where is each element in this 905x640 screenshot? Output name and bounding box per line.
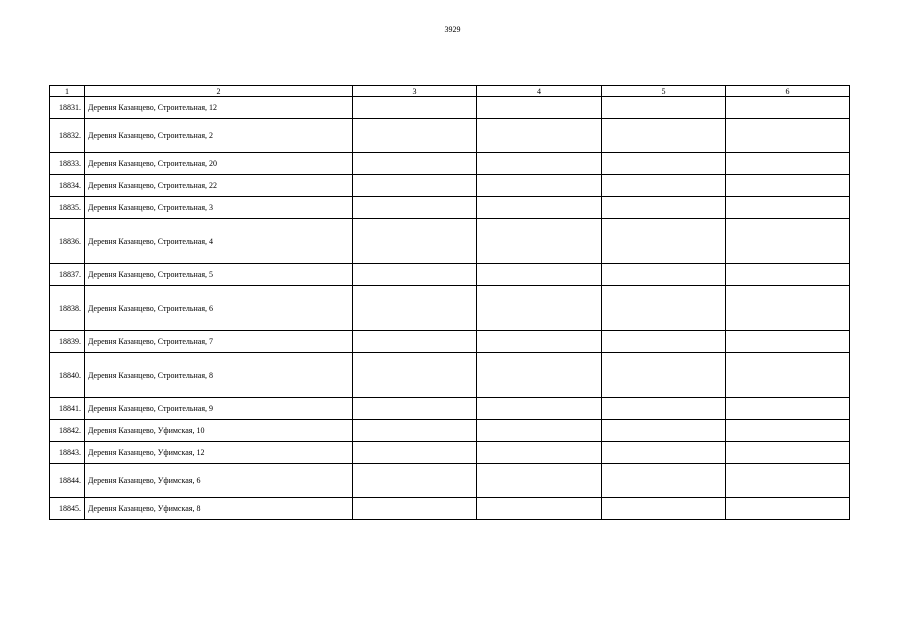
empty-cell: [477, 464, 602, 498]
empty-cell: [602, 175, 726, 197]
empty-cell: [726, 286, 850, 331]
table-row: [50, 97, 850, 119]
empty-cell: [602, 264, 726, 286]
empty-cell: [726, 119, 850, 153]
row-address: Деревня Казанцево, Строительная, 7: [85, 331, 353, 353]
row-number: 18833.: [50, 153, 85, 175]
row-address: Деревня Казанцево, Строительная, 12: [85, 97, 353, 119]
row-address: Деревня Казанцево, Уфимская, 8: [85, 498, 353, 520]
empty-cell: [477, 331, 602, 353]
row-number: 18836.: [50, 219, 85, 264]
empty-cell: [726, 97, 850, 119]
table-row: [50, 498, 850, 520]
table-row: [50, 442, 850, 464]
empty-cell: [602, 197, 726, 219]
empty-cell: [726, 442, 850, 464]
empty-cell: [602, 442, 726, 464]
empty-cell: [477, 175, 602, 197]
empty-cell: [477, 219, 602, 264]
empty-cell: [353, 153, 477, 175]
row-number: 18838.: [50, 286, 85, 331]
empty-cell: [353, 97, 477, 119]
empty-cell: [477, 498, 602, 520]
row-address: Деревня Казанцево, Строительная, 22: [85, 175, 353, 197]
column-header-6: 6: [726, 86, 850, 97]
empty-cell: [477, 153, 602, 175]
row-address: Деревня Казанцево, Строительная, 2: [85, 119, 353, 153]
row-number: 18845.: [50, 498, 85, 520]
row-number: 18831.: [50, 97, 85, 119]
table-row: [50, 197, 850, 219]
empty-cell: [353, 197, 477, 219]
empty-cell: [353, 398, 477, 420]
empty-cell: [477, 442, 602, 464]
row-number: 18843.: [50, 442, 85, 464]
header-row: [50, 86, 850, 97]
column-header-5: 5: [602, 86, 726, 97]
row-number: 18832.: [50, 119, 85, 153]
empty-cell: [353, 119, 477, 153]
row-address: Деревня Казанцево, Строительная, 6: [85, 286, 353, 331]
empty-cell: [353, 442, 477, 464]
empty-cell: [353, 420, 477, 442]
row-address: Деревня Казанцево, Строительная, 3: [85, 197, 353, 219]
empty-cell: [726, 153, 850, 175]
row-number: 18837.: [50, 264, 85, 286]
column-header-4: 4: [477, 86, 602, 97]
row-address: Деревня Казанцево, Строительная, 20: [85, 153, 353, 175]
column-header-1: 1: [50, 86, 85, 97]
row-address: Деревня Казанцево, Уфимская, 12: [85, 442, 353, 464]
row-address: Деревня Казанцево, Строительная, 4: [85, 219, 353, 264]
empty-cell: [353, 264, 477, 286]
row-address: Деревня Казанцево, Строительная, 5: [85, 264, 353, 286]
empty-cell: [602, 219, 726, 264]
empty-cell: [353, 464, 477, 498]
empty-cell: [726, 331, 850, 353]
empty-cell: [353, 331, 477, 353]
empty-cell: [602, 498, 726, 520]
empty-cell: [353, 175, 477, 197]
empty-cell: [726, 264, 850, 286]
empty-cell: [726, 197, 850, 219]
empty-cell: [726, 464, 850, 498]
column-header-3: 3: [353, 86, 477, 97]
empty-cell: [726, 219, 850, 264]
page-number: 3929: [444, 25, 461, 34]
empty-cell: [477, 264, 602, 286]
registry-table: [49, 85, 850, 520]
empty-cell: [477, 420, 602, 442]
empty-cell: [353, 498, 477, 520]
table-row: [50, 153, 850, 175]
table-row: [50, 420, 850, 442]
empty-cell: [602, 97, 726, 119]
empty-cell: [602, 464, 726, 498]
empty-cell: [477, 97, 602, 119]
empty-cell: [726, 353, 850, 398]
empty-cell: [726, 420, 850, 442]
row-number: 18840.: [50, 353, 85, 398]
empty-cell: [726, 398, 850, 420]
table-row: [50, 331, 850, 353]
row-number: 18835.: [50, 197, 85, 219]
empty-cell: [353, 219, 477, 264]
empty-cell: [726, 175, 850, 197]
empty-cell: [477, 197, 602, 219]
row-address: Деревня Казанцево, Строительная, 9: [85, 398, 353, 420]
table-row: [50, 286, 850, 331]
row-number: 18842.: [50, 420, 85, 442]
row-address: Деревня Казанцево, Строительная, 8: [85, 353, 353, 398]
empty-cell: [602, 153, 726, 175]
empty-cell: [726, 498, 850, 520]
table-row: [50, 175, 850, 197]
row-number: 18841.: [50, 398, 85, 420]
row-number: 18844.: [50, 464, 85, 498]
row-number: 18839.: [50, 331, 85, 353]
table-row: [50, 353, 850, 398]
column-header-2: 2: [85, 86, 353, 97]
empty-cell: [602, 420, 726, 442]
row-address: Деревня Казанцево, Уфимская, 6: [85, 464, 353, 498]
empty-cell: [477, 119, 602, 153]
row-number: 18834.: [50, 175, 85, 197]
empty-cell: [602, 398, 726, 420]
table-row: [50, 464, 850, 498]
empty-cell: [602, 353, 726, 398]
table-row: [50, 264, 850, 286]
empty-cell: [477, 398, 602, 420]
empty-cell: [477, 353, 602, 398]
empty-cell: [353, 353, 477, 398]
table-row: [50, 398, 850, 420]
empty-cell: [477, 286, 602, 331]
empty-cell: [602, 119, 726, 153]
empty-cell: [602, 286, 726, 331]
table-row: [50, 219, 850, 264]
table-row: [50, 119, 850, 153]
empty-cell: [602, 331, 726, 353]
empty-cell: [353, 286, 477, 331]
row-address: Деревня Казанцево, Уфимская, 10: [85, 420, 353, 442]
